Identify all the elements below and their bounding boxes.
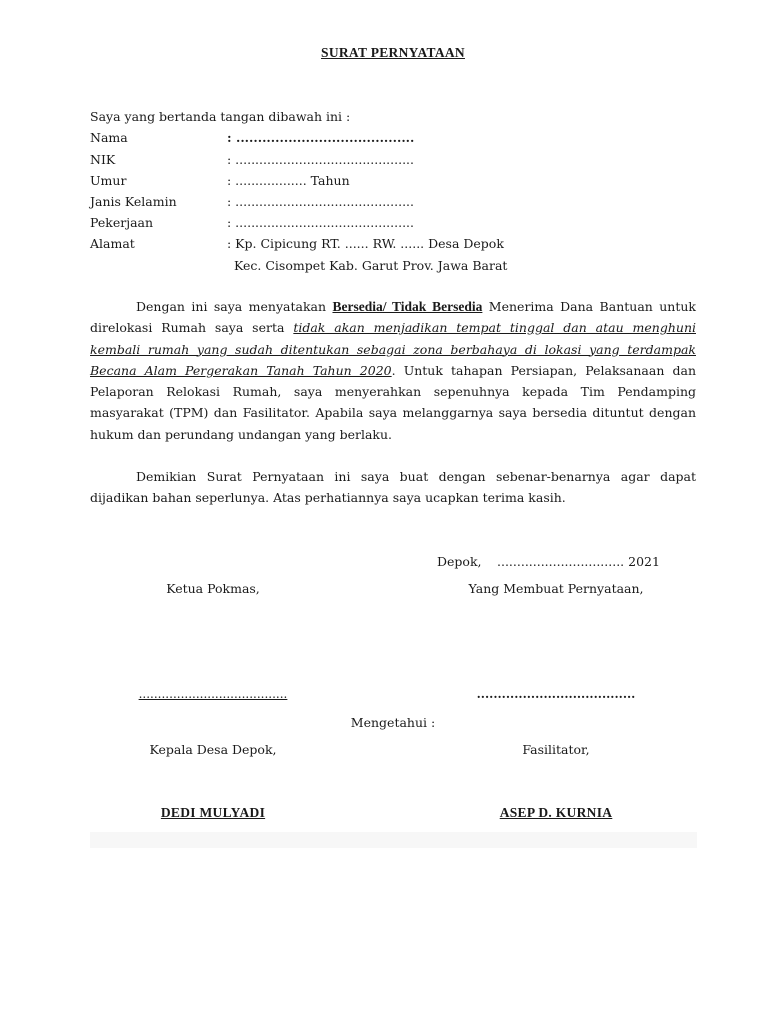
para2-text: Demikian Surat Pernyataan ini saya buat dengan sebenar-benarnya agar dapat dijadikan bahan seperlunya. Atas perhatiannya saya ucapkan terima kasih. [90, 469, 696, 506]
field-label-umur: Umur [90, 173, 127, 188]
facilitator-role: Fasilitator, [522, 742, 590, 757]
field-value-nama: : ......................................... [227, 130, 415, 145]
para1-text-a: Dengan ini saya menyatakan [136, 299, 333, 314]
statement-paragraph [90, 296, 696, 445]
field-label-jenis-kelamin: Janis Kelamin [90, 194, 177, 209]
field-label-pekerjaan: Pekerjaan [90, 215, 154, 230]
field-value-jenis-kelamin: : ............................................. [227, 194, 414, 209]
right-signature-line: ...................................... [476, 687, 636, 701]
acknowledge-label: Mengetahui : [350, 715, 436, 730]
para1-emphasis: tidak akan menjadikan tempat tinggal dan atau menghuni kembali rumah yang sudah ditentukan sebagai zona berbahaya di lokasi yang terdampak Becana Alam Pergerakan Tanah Tahun 2020 [90, 320, 696, 378]
right-role: Yang Membuat Pernyataan, [468, 581, 644, 596]
field-label-alamat: Alamat [90, 236, 135, 251]
date-place: Depok, [437, 554, 482, 569]
village-head-name: DEDI MULYADI [160, 805, 266, 820]
footer-shade [90, 832, 697, 848]
intro-text: Saya yang bertanda tangan dibawah ini : [90, 109, 351, 124]
left-role: Ketua Pokmas, [166, 581, 260, 596]
para1-choice: Bersedia/ Tidak Bersedia [332, 299, 483, 314]
para1-text-c: . Untuk tahapan Persiapan, Pelaksanaan dan Pelaporan Relokasi Rumah, saya menyerahkan sepenuhnya kepada Tim Pendamping masyarakat (TPM) dan Fasilitator. Apabila saya melanggarnya saya bersedia dituntut dengan hukum dan perundang undangan yang berlaku. [90, 362, 696, 442]
document-title: SURAT PERNYATAAN [321, 45, 465, 60]
village-head-role: Kepala Desa Depok, [149, 742, 277, 757]
field-value-pekerjaan: : ............................................. [227, 215, 414, 230]
address-line-2: Kec. Cisompet Kab. Garut Prov. Jawa Barat [234, 258, 508, 273]
field-value-alamat: : Kp. Cipicung RT. ...... RW. ...... Desa Depok [227, 236, 504, 251]
closing-paragraph [90, 466, 696, 509]
field-label-nik: NIK [90, 152, 116, 167]
para1-text-b: Menerima Dana Bantuan untuk direlokasi Rumah saya serta [90, 299, 696, 336]
field-label-nama: Nama [90, 130, 128, 145]
date-line: ................................ 2021 [497, 554, 660, 569]
field-value-umur: : .................. Tahun [227, 173, 350, 188]
facilitator-name: ASEP D. KURNIA [499, 805, 613, 820]
left-signature-line: ....................................... [138, 687, 288, 701]
field-value-nik: : ............................................. [227, 152, 414, 167]
